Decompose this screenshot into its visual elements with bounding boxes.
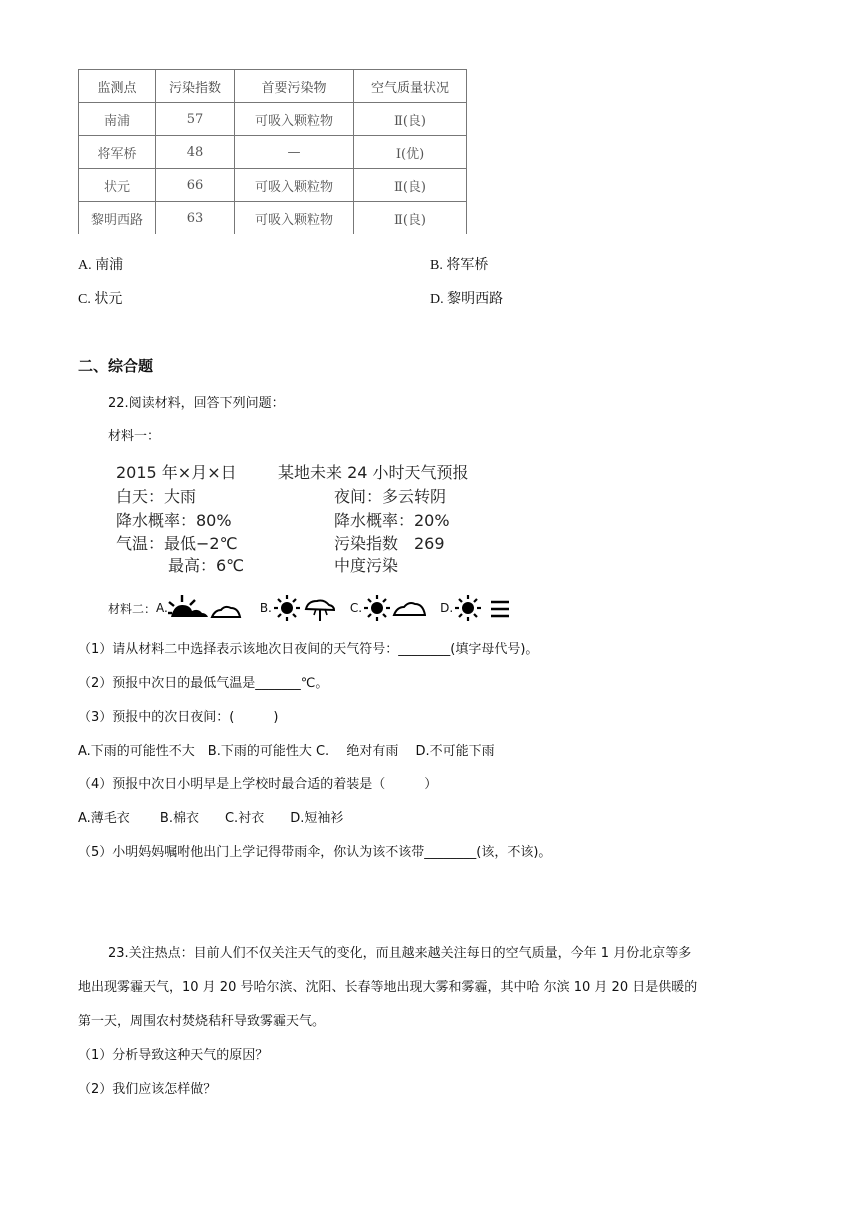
table-header: 污染指数 — [156, 70, 235, 103]
q22-sub1: （1）请从材料二中选择表示该地次日夜间的天气符号：________(填字母代号)。 — [78, 642, 539, 657]
table-row — [79, 136, 467, 169]
section-title: 二、综合题 — [78, 357, 154, 375]
material-1-label: 材料一： — [108, 429, 161, 444]
table-cell: — — [235, 136, 354, 169]
air-quality-table — [78, 69, 467, 234]
q23-sub1: （1）分析导致这种天气的原因？ — [78, 1048, 269, 1063]
table-cell: 将军桥 — [79, 136, 156, 169]
forecast-pollution: 污染指数 269 — [334, 534, 445, 553]
q23-line1: 23.关注热点：目前人们不仅关注天气的变化，而且越来越关注每日的空气质量，今年 1 月份北京等多 — [108, 946, 692, 961]
forecast-rain-day: 降水概率：80% — [116, 511, 232, 530]
table-header-row — [79, 70, 467, 103]
table-cell: Ⅱ(良) — [354, 202, 467, 235]
forecast-date: 2015 年×月×日 — [116, 463, 237, 482]
table-cell: 66 — [156, 169, 235, 202]
table-row — [79, 202, 467, 235]
q22-sub3: （3）预报中的次日夜间：( ) — [78, 710, 279, 725]
table-header: 监测点 — [79, 70, 156, 103]
table-header: 首要污染物 — [235, 70, 354, 103]
table-header: 空气质量状况 — [354, 70, 467, 103]
symbol-letter: D. — [440, 601, 454, 615]
symbol-option-a[interactable] — [156, 593, 246, 623]
table-cell: 可吸入颗粒物 — [235, 103, 354, 136]
q23-line2: 地出现雾霾天气，10 月 20 号哈尔滨、沈阳、长春等地出现大雾和雾霾，其中哈 尔滨 10 月 20 日是供暖的 — [78, 980, 698, 995]
table-row — [79, 103, 467, 136]
table-cell: 48 — [156, 136, 235, 169]
q23-sub2: （2）我们应该怎样做？ — [78, 1082, 217, 1097]
q22-sub2: （2）预报中次日的最低气温是_______℃。 — [78, 676, 329, 691]
table-cell: 57 — [156, 103, 235, 136]
sun-behind-cloud-icon — [168, 593, 246, 623]
forecast-day: 白天：大雨 — [116, 487, 197, 506]
table-row — [79, 169, 467, 202]
q22-sub3-options: A.下雨的可能性不大 B.下雨的可能性大 C. 绝对有雨 D.不可能下雨 — [78, 744, 495, 759]
option-d[interactable]: D. 黎明西路 — [430, 292, 504, 307]
symbol-option-d[interactable] — [440, 593, 517, 623]
forecast-temp-high: 最高：6℃ — [168, 556, 245, 575]
option-c[interactable]: C. 状元 — [78, 292, 123, 307]
forecast-pollution-level: 中度污染 — [334, 556, 399, 575]
table-cell: 南浦 — [79, 103, 156, 136]
symbol-option-b[interactable] — [260, 593, 336, 623]
q22-sub4: （4）预报中次日小明早是上学校时最合适的着装是（ ） — [78, 777, 438, 792]
forecast-night: 夜间：多云转阴 — [334, 487, 447, 506]
weather-symbols — [108, 592, 531, 624]
question-22-intro: 22.阅读材料，回答下列问题： — [108, 396, 285, 411]
table-cell: 可吸入颗粒物 — [235, 169, 354, 202]
symbol-letter: B. — [259, 601, 272, 615]
q23-line3: 第一天，周围农村焚烧秸秆导致雾霾天气。 — [78, 1014, 326, 1029]
forecast-rain-night: 降水概率：20% — [334, 511, 450, 530]
sun-and-fog-icon — [453, 593, 517, 623]
forecast-temp-low: 气温：最低−2℃ — [116, 534, 238, 553]
option-b[interactable]: B. 将军桥 — [430, 258, 489, 273]
q22-sub4-options: A.薄毛衣 B.棉衣 C.衬衣 D.短袖衫 — [78, 811, 344, 826]
table-cell: 状元 — [79, 169, 156, 202]
q22-sub5: （5）小明妈妈嘱咐他出门上学记得带雨伞，你认为该不该带________(该，不该)。 — [78, 845, 552, 860]
table-cell: Ⅱ(良) — [354, 103, 467, 136]
symbol-option-c[interactable] — [350, 593, 426, 623]
sun-and-cloud-icon — [362, 593, 426, 623]
table-cell: 可吸入颗粒物 — [235, 202, 354, 235]
forecast-title: 某地未来 24 小时天气预报 — [278, 463, 469, 482]
symbol-letter: C. — [349, 601, 363, 615]
table-cell: 黎明西路 — [79, 202, 156, 235]
table-cell: Ⅰ(优) — [354, 136, 467, 169]
table-cell: Ⅱ(良) — [354, 169, 467, 202]
option-a[interactable]: A. 南浦 — [78, 258, 124, 273]
table-cell: 63 — [156, 202, 235, 235]
material-2-label: 材料二： — [108, 601, 157, 616]
symbol-letter: A. — [156, 601, 168, 615]
sun-and-rain-cloud-icon — [272, 593, 336, 623]
